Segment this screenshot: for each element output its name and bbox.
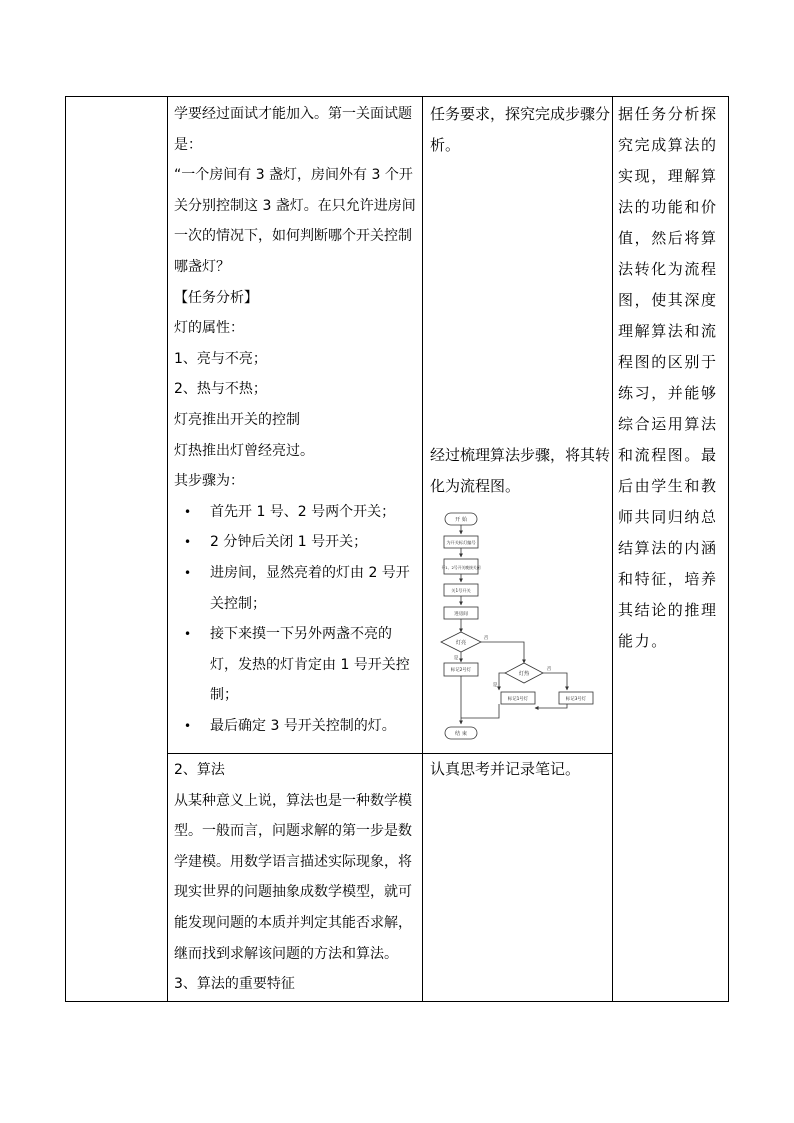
content-lower [174, 755, 418, 1000]
attribute-item: 2、热与不热； [174, 381, 267, 398]
bullet-icon: • [184, 565, 192, 580]
content-upper [174, 99, 418, 741]
design-intent: 据任务分析探究完成算法的实现，理解算法的功能和价值，然后将算法转化为流程图，使其深度理解算法和流程图的区别于练习，并能够综合运用算法和流程图。最后由学生和教师共同归纳总结算法的内涵和特征，培养其结论的推理能力。 [618, 105, 718, 650]
flowchart-decision-label: 灯热 [518, 671, 530, 677]
inference-text: 灯热推出灯曾经亮过。 [174, 442, 314, 459]
list-item: • 首先开 1 号、2 号两个开关； [174, 497, 418, 528]
bullet-icon: • [184, 627, 192, 642]
inference-text: 灯亮推出开关的控制 [174, 411, 300, 428]
steps-list [174, 497, 418, 742]
bullet-icon: • [184, 535, 192, 550]
flowchart-step-label: 标记3号灯 [565, 697, 587, 702]
flowchart-branch-label: 是 [492, 683, 498, 688]
flowchart-step-label: 关1号开关 [451, 588, 471, 593]
bullet-icon: • [184, 504, 192, 519]
intro-text: 学要经过面试才能加入。第一关面试题是： [174, 106, 412, 153]
student-activity-1: 任务要求，探究完成步骤分析。 [430, 105, 611, 154]
flowchart-step-label: 标记2号灯 [450, 668, 472, 673]
column-divider [167, 97, 168, 1001]
list-item: • 最后确定 3 号开关控制的灯。 [174, 711, 418, 742]
flowchart-step-label: 为开关标灯编号 [446, 540, 476, 545]
feature-heading: 3、算法的重要特征 [174, 976, 295, 993]
task-analysis-heading: 【任务分析】 [174, 289, 258, 306]
flowchart-step-label: 开1、2号开关晚接关闭 [441, 565, 481, 570]
attribute-heading: 灯的属性： [174, 320, 244, 337]
flowchart-start-label: 开 始 [454, 517, 468, 523]
algorithm-text: 从某种意义上说，算法也是一种数学模型。一般而言，问题求解的第一步是数学建模。用数学语言描述实际现象，将现实世界的问题抽象成数学模型，就可能发现问题的本质并判定其能否求解，继而找到求解该问题的方法和算法。 [174, 792, 412, 962]
puzzle-text: “一个房间有 3 盏灯，房间外有 3 个开关分别控制这 3 盏灯。在只允许进房间一次的情况下，如何判断哪个开关控制哪盏灯？ [174, 167, 416, 275]
column-divider [422, 97, 423, 1001]
student-activity-3: 认真思考并记录笔记。 [430, 760, 581, 778]
flowchart-diagram [431, 508, 597, 746]
list-item: • 2 分钟后关闭 1 号开关； [174, 527, 418, 558]
flowchart-branch-label: 否 [546, 667, 552, 672]
column-divider [612, 97, 613, 1001]
attribute-item: 1、亮与不亮； [174, 350, 267, 367]
lesson-table [65, 96, 729, 1002]
flowchart-branch-label: 否 [483, 636, 489, 641]
flowchart-step-label: 标记1号灯 [507, 697, 529, 702]
flowchart-branch-label: 是 [453, 656, 459, 661]
algorithm-heading: 2、算法 [174, 762, 225, 778]
student-activity-2: 经过梳理算法步骤，将其转化为流程图。 [430, 446, 611, 495]
bullet-icon: • [184, 718, 192, 733]
flowchart-decision-label: 灯亮 [455, 640, 467, 646]
flowchart-step-label: 进房间 [454, 612, 468, 617]
list-item: • 接下来摸一下另外两盏不亮的灯，发热的灯肯定由 1 号开关控制； [174, 619, 418, 711]
steps-heading: 其步骤为： [174, 473, 244, 490]
list-item: • 进房间，显然亮着的灯由 2 号开关控制； [174, 558, 418, 619]
flowchart-end-label: 结 束 [454, 731, 468, 737]
